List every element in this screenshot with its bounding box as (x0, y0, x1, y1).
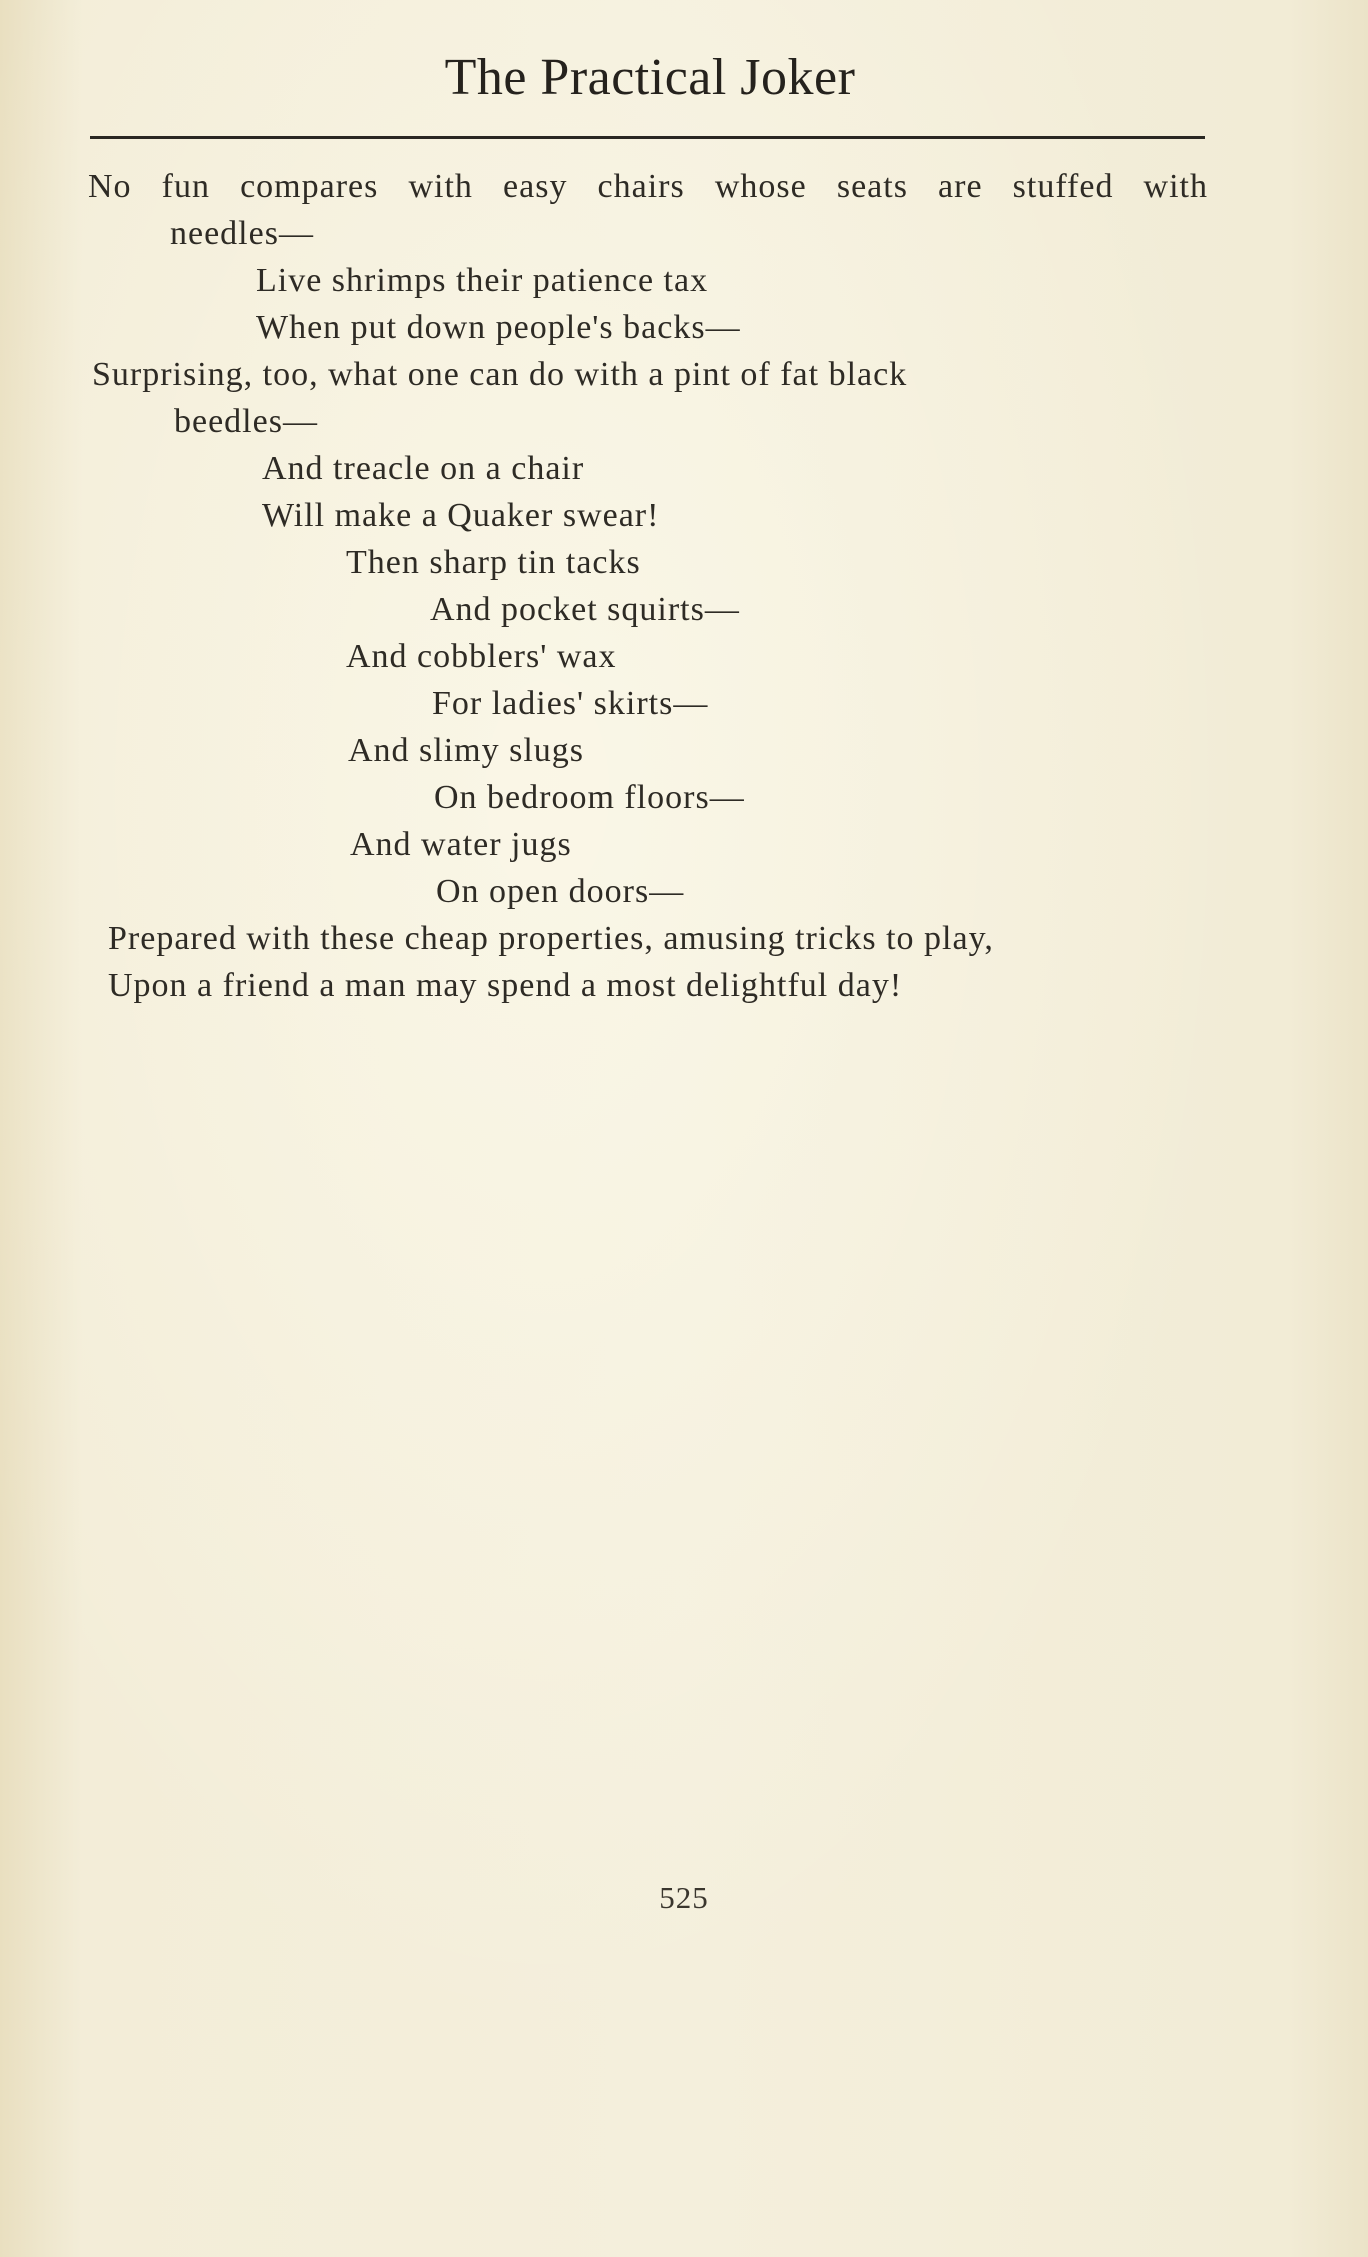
poem-line: Surprising, too, what one can do with a pint of fat black (92, 356, 908, 393)
poem-line: And pocket squirts— (430, 591, 740, 628)
poem-line: And water jugs (350, 826, 572, 863)
poem-line: Live shrimps their patience tax (256, 262, 709, 299)
poem-line: Then sharp tin tacks (346, 544, 641, 581)
page-number: 525 (659, 1880, 709, 1915)
poem-line: Will make a Quaker swear! (262, 497, 660, 534)
poem-line: Prepared with these cheap properties, amusing tricks to play, (108, 920, 994, 957)
poem-line: On bedroom floors— (434, 779, 745, 816)
header-rule (90, 136, 1205, 139)
poem-line: On open doors— (436, 873, 685, 910)
running-head: The Practical Joker (444, 49, 856, 106)
poem-line: needles— (170, 215, 314, 252)
poem-line: And slimy slugs (348, 732, 585, 769)
poem-line: No fun compares with easy chairs whose seats are stuffed with (88, 168, 1208, 205)
poem-line: For ladies' skirts— (432, 685, 709, 722)
poem-line: And treacle on a chair (262, 450, 585, 487)
poem-line: When put down people's backs— (256, 309, 741, 346)
poem-line: beedles— (174, 403, 318, 440)
poem-line: And cobblers' wax (346, 638, 617, 675)
poem-line: Upon a friend a man may spend a most delightful day! (108, 967, 903, 1004)
